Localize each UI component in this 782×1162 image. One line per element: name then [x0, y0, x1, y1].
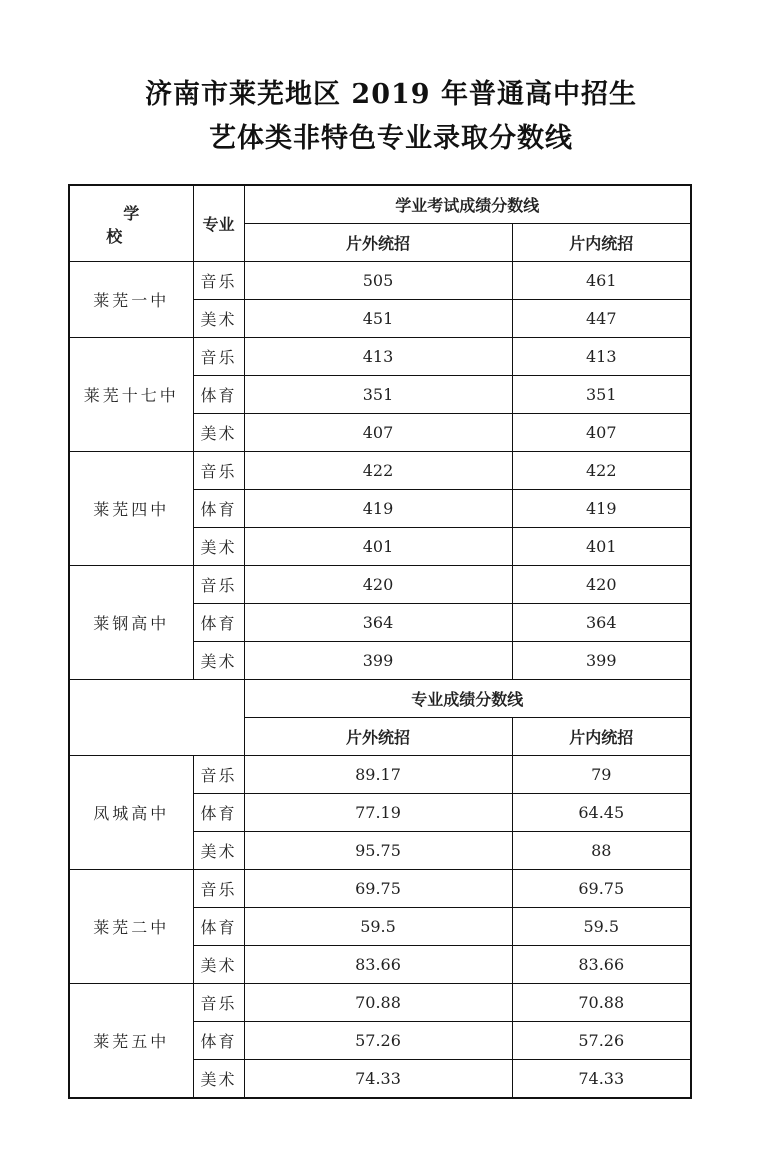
inside-score: 407	[512, 414, 691, 452]
major-cell: 美术	[193, 642, 244, 680]
inside-score: 57.26	[512, 1022, 691, 1060]
major-cell: 音乐	[193, 984, 244, 1022]
outside-score: 59.5	[244, 908, 512, 946]
inside-column-header: 片内统招	[512, 224, 691, 262]
inside-score: 364	[512, 604, 691, 642]
inside-score: 79	[512, 756, 691, 794]
major-cell: 体育	[193, 490, 244, 528]
school-name: 莱芜五中	[69, 984, 193, 1099]
school-name: 莱芜一中	[69, 262, 193, 338]
school-name: 莱芜四中	[69, 452, 193, 566]
school-name: 凤城高中	[69, 756, 193, 870]
outside-score: 70.88	[244, 984, 512, 1022]
major-cell: 音乐	[193, 338, 244, 376]
outside-score: 420	[244, 566, 512, 604]
table-row	[69, 262, 691, 300]
major-cell: 体育	[193, 376, 244, 414]
outside-score: 407	[244, 414, 512, 452]
outside-score: 89.17	[244, 756, 512, 794]
school-name: 莱芜十七中	[69, 338, 193, 452]
inside-score: 70.88	[512, 984, 691, 1022]
professional-score-group-header: 专业成绩分数线	[244, 680, 691, 718]
outside-score: 419	[244, 490, 512, 528]
inside-score: 69.75	[512, 870, 691, 908]
outside-score: 57.26	[244, 1022, 512, 1060]
school-name: 莱钢高中	[69, 566, 193, 680]
inside-score: 74.33	[512, 1060, 691, 1099]
inside-score: 401	[512, 528, 691, 566]
empty-header-cell	[69, 680, 244, 756]
major-cell: 音乐	[193, 262, 244, 300]
outside-score: 422	[244, 452, 512, 490]
outside-column-header: 片外统招	[244, 718, 512, 756]
document-title-line-1: 济南市莱芜地区 2019 年普通高中招生	[145, 79, 637, 110]
outside-score: 351	[244, 376, 512, 414]
inside-score: 64.45	[512, 794, 691, 832]
inside-score: 419	[512, 490, 691, 528]
inside-column-header: 片内统招	[512, 718, 691, 756]
admission-score-table	[68, 184, 692, 1099]
outside-score: 95.75	[244, 832, 512, 870]
major-cell: 体育	[193, 794, 244, 832]
major-cell: 音乐	[193, 870, 244, 908]
school-header-label: 学 校	[106, 203, 174, 246]
inside-score: 422	[512, 452, 691, 490]
inside-score: 59.5	[512, 908, 691, 946]
school-column-header	[69, 185, 193, 262]
inside-score: 83.66	[512, 946, 691, 984]
major-cell: 美术	[193, 832, 244, 870]
inside-score: 413	[512, 338, 691, 376]
major-cell: 美术	[193, 414, 244, 452]
document-title-line-2: 艺体类非特色专业录取分数线	[209, 123, 573, 154]
inside-score: 399	[512, 642, 691, 680]
major-cell: 美术	[193, 528, 244, 566]
academic-score-group-header: 学业考试成绩分数线	[244, 185, 691, 224]
outside-score: 413	[244, 338, 512, 376]
inside-score: 88	[512, 832, 691, 870]
major-cell: 美术	[193, 300, 244, 338]
table-row	[69, 756, 691, 794]
major-cell: 美术	[193, 1060, 244, 1099]
outside-score: 401	[244, 528, 512, 566]
major-cell: 美术	[193, 946, 244, 984]
inside-score: 351	[512, 376, 691, 414]
table-row	[69, 338, 691, 376]
major-cell: 体育	[193, 604, 244, 642]
table-row	[69, 870, 691, 908]
outside-score: 74.33	[244, 1060, 512, 1099]
major-cell: 音乐	[193, 756, 244, 794]
inside-score: 461	[512, 262, 691, 300]
major-cell: 音乐	[193, 452, 244, 490]
table-header-row-1	[69, 185, 691, 224]
section2-header-row-1	[69, 680, 691, 718]
major-cell: 体育	[193, 908, 244, 946]
outside-score: 399	[244, 642, 512, 680]
outside-score: 69.75	[244, 870, 512, 908]
outside-score: 83.66	[244, 946, 512, 984]
outside-score: 77.19	[244, 794, 512, 832]
inside-score: 420	[512, 566, 691, 604]
outside-column-header: 片外统招	[244, 224, 512, 262]
table-row	[69, 984, 691, 1022]
outside-score: 505	[244, 262, 512, 300]
table-row	[69, 566, 691, 604]
inside-score: 447	[512, 300, 691, 338]
major-cell: 音乐	[193, 566, 244, 604]
outside-score: 451	[244, 300, 512, 338]
major-cell: 体育	[193, 1022, 244, 1060]
school-name: 莱芜二中	[69, 870, 193, 984]
outside-score: 364	[244, 604, 512, 642]
major-column-header: 专业	[193, 185, 244, 262]
table-row	[69, 452, 691, 490]
